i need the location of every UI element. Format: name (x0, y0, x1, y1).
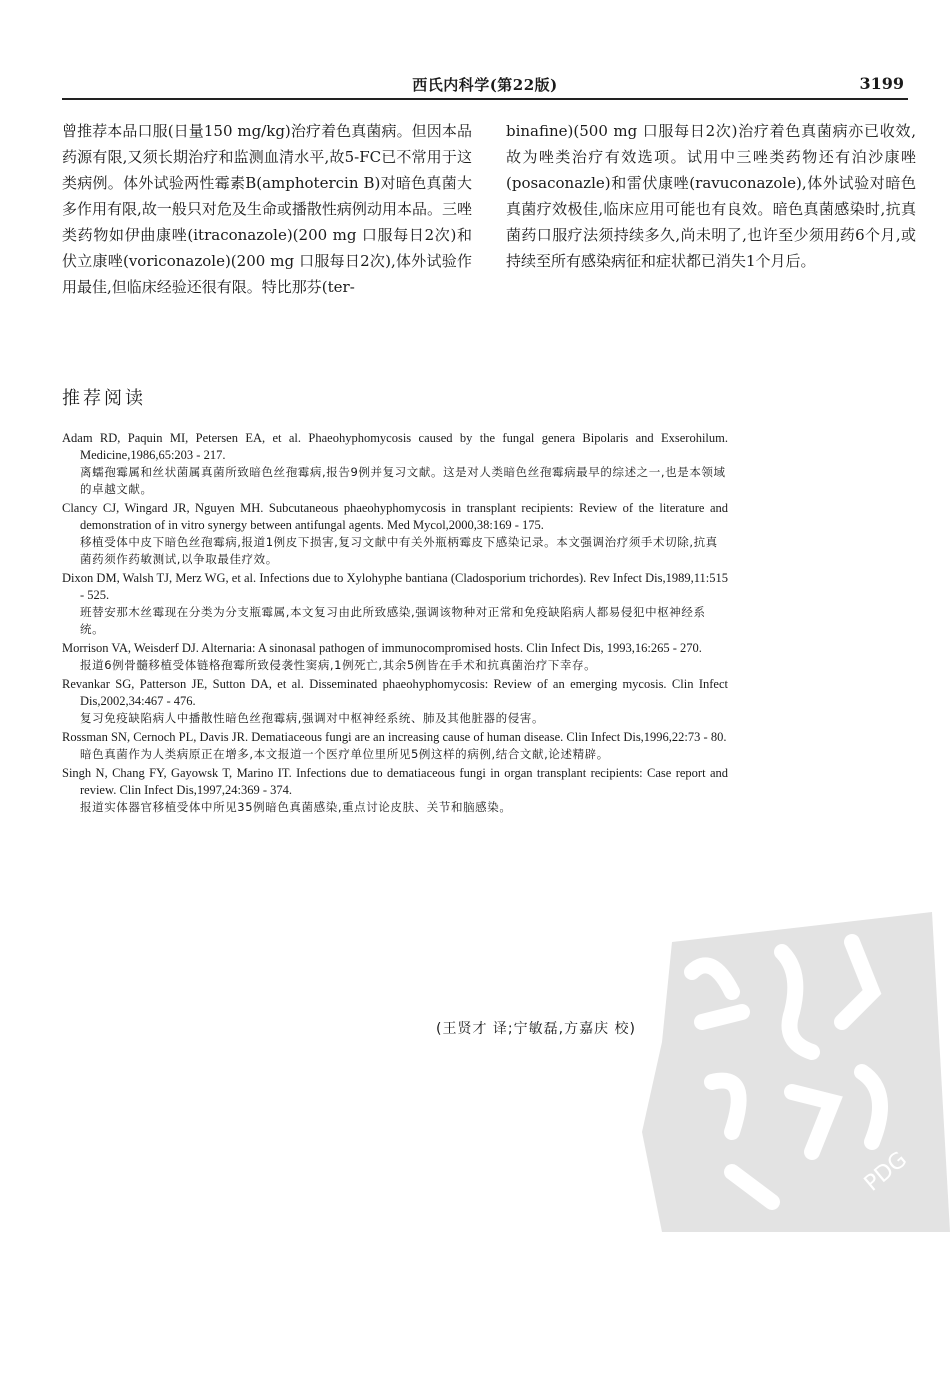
body-paragraph: binafine)(500 mg 口服每日2次)治疗着色真菌病亦已收效,故为唑类治疗有效选项。试用中三唑类药物还有泊沙康唑(posaconazle)和雷伏康唑(ravuconazole),体外试验对暗色真菌疗效极佳,临床应用可能也有良效。暗色真菌感染时,抗真菌药口服疗法须持续多久,尚未明了,也许至少须用药6个月,或持续至所有感染病征和症状都已消失1个月后。 (506, 122, 916, 270)
reference-annotation: 报道实体器官移植受体中所见35例暗色真菌感染,重点讨论皮肤、关节和脑感染。 (80, 800, 512, 814)
reference-citation: Dixon DM, Walsh TJ, Merz WG, et al. Infections due to Xylohyphe bantiana (Cladosporium trichordes). Rev Infect Dis,1989,11:515 - 525. (62, 571, 728, 602)
reference-item (62, 500, 728, 568)
section-title: 推荐阅读 (62, 388, 146, 409)
reference-item (62, 430, 728, 498)
running-header (62, 74, 908, 96)
reference-annotation: 暗色真菌作为人类病原正在增多,本文报道一个医疗单位里所见5例这样的病例,结合文献,论述精辟。 (80, 747, 609, 761)
watermark-text: PDG (859, 1147, 913, 1197)
watermark-stamp (632, 902, 950, 1232)
reference-annotation: 班替安那木丝霉现在分类为分支瓶霉属,本文复习由此所致感染,强调该物种对正常和免疫缺陷病人都易侵犯中枢神经系统。 (80, 605, 706, 636)
reference-item (62, 729, 728, 763)
body-paragraph: 曾推荐本品口服(日量150 mg/kg)治疗着色真菌病。但因本品药源有限,又须长期治疗和监测血清水平,故5-FC已不常用于这类病例。体外试验两性霉素B(amphotercin B)对暗色真菌大多作用有限,故一般只对危及生命或播散性病例动用本品。三唑类药物如伊曲康唑(itraconazole)(200 mg 口服每日2次)和伏立康唑(voriconazole)(200 mg 口服每日2次),体外试验作用最佳,但临床经验还很有限。特比那芬(ter- (62, 122, 472, 296)
reference-citation: Clancy CJ, Wingard JR, Nguyen MH. Subcutaneous phaeohyphomycosis in transplant recipients: Review of the literature and demonstration of in vitro synergy between antifungal agents. Med Mycol,2000,38:169 - 175. (62, 501, 728, 532)
reference-list (62, 430, 728, 818)
header-rule (62, 98, 908, 100)
reference-annotation: 离蠕孢霉属和丝状菌属真菌所致暗色丝孢霉病,报告9例并复习文献。这是对人类暗色丝孢霉病最早的综述之一,也是本领域的卓越文献。 (80, 465, 726, 496)
reference-item (62, 570, 728, 638)
reference-citation: Morrison VA, Weisderf DJ. Alternaria: A sinonasal pathogen of immunocompromised hosts. Clin Infect Dis, 1993,16:265 - 270. (62, 641, 702, 655)
reference-annotation: 移植受体中皮下暗色丝孢霉病,报道1例皮下损害,复习文献中有关外瓶柄霉皮下感染记录。本文强调治疗须手术切除,抗真菌药须作药敏测试,以争取最佳疗效。 (80, 535, 718, 566)
book-title: 西氏内科学(第22版) (412, 76, 558, 94)
reference-citation: Adam RD, Paquin MI, Petersen EA, et al. Phaeohyphomycosis caused by the fungal genera Bipolaris and Exserohilum. Medicine,1986,65:203 - 217. (62, 431, 728, 462)
translator-credit: (王贤才 译;宁敏磊,方嘉庆 校) (436, 1021, 636, 1037)
reference-item (62, 765, 728, 816)
reference-citation: Revankar SG, Patterson JE, Sutton DA, et al. Disseminated phaeohyphomycosis: Review of an emerging mycosis. Clin Infect Dis,2002,34:467 - 476. (62, 677, 728, 708)
body-column-left (62, 118, 472, 300)
reference-citation: Singh N, Chang FY, Gayowsk T, Marino IT. Infections due to dematiaceous fungi in organ transplant recipients: Case report and review. Clin Infect Dis,1997,24:369 - 374. (62, 766, 728, 797)
reference-annotation: 报道6例骨髓移植受体链格孢霉所致侵袭性窦病,1例死亡,其余5例皆在手术和抗真菌治疗下幸存。 (80, 658, 597, 672)
body-column-right (506, 118, 916, 274)
reference-citation: Rossman SN, Cernoch PL, Davis JR. Dematiaceous fungi are an increasing cause of human disease. Clin Infect Dis,1996,22:73 - 80. (62, 730, 727, 744)
reference-item (62, 676, 728, 727)
reference-annotation: 复习免疫缺陷病人中播散性暗色丝孢霉病,强调对中枢神经系统、肺及其他脏器的侵害。 (80, 711, 545, 725)
reference-item (62, 640, 728, 674)
page-number: 3199 (859, 74, 904, 93)
